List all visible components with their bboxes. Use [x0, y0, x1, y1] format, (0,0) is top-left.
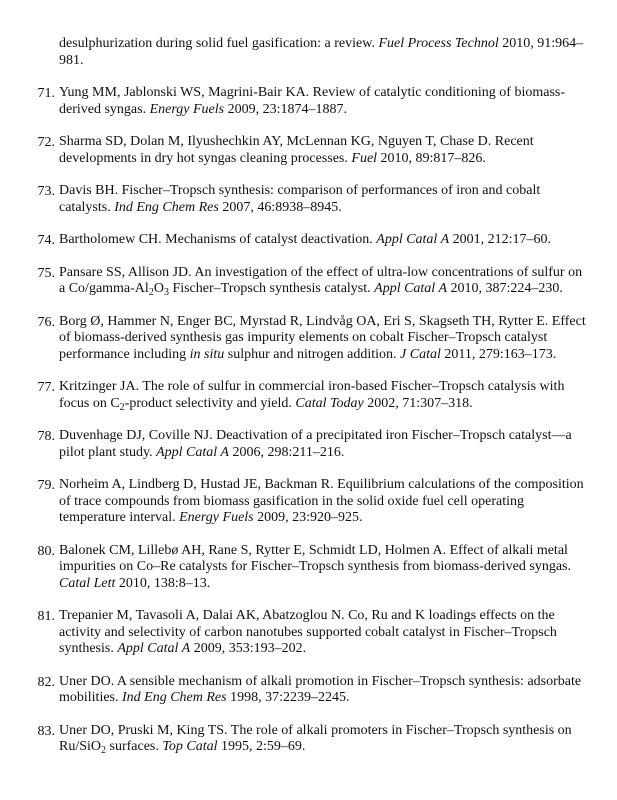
reference-text: Pansare SS, Allison JD. An investigation of the effect of ultra-low concentrations of sulfur on a $Co/gamma-Al_2O_3$ Fischer–Tropsch synthesis catalyst. Appl Catal A 2010, 387:224–230. [59, 264, 583, 298]
reference-text: Bartholomew CH. Mechanisms of catalyst deactivation. Appl Catal A 2001, 212:17–60. [59, 232, 552, 247]
reference-item [0, 36, 617, 69]
reference-number: 81. [37, 609, 55, 624]
reference-number: 83. [37, 723, 55, 739]
reference-text: Kritzinger JA. The role of sulfur in commercial iron-based Fischer–Tropsch catalysis with focus on $C_2$-product selectivity and yield. Catal Today 2002, 71:307–318. [59, 379, 565, 413]
reference-number: 82. [37, 674, 55, 690]
reference-item [0, 183, 617, 216]
reference-text: Borg Ø, Hammer N, Enger BC, Myrstad R, Lindvåg OA, Eri S, Skagseth TH, Rytter E. Effect of biomass-derived synthesis gas impurity elements on cobalt Fischer–Tropsch catalyst performance including in situ sulphur and nitrogen addition. J Catal 2011, 279:163–173. [59, 313, 586, 362]
reference-item [0, 265, 617, 298]
reference-number: 75. [37, 265, 55, 281]
reference-text: desulphurization during solid fuel gasification: a review. Fuel Process Technol 2010, 91:964–981. [59, 36, 584, 68]
reference-text: Uner DO, Pruski M, King TS. The role of alkali promoters in Fischer–Tropsch synthesis on Ru/SiO$_2$ surfaces. Top Catal 1995, 2:59–69. [59, 722, 572, 756]
reference-number: 78. [37, 429, 55, 444]
reference-number: 71. [37, 86, 55, 101]
reference-text: Sharma SD, Dolan M, Ilyushechkin AY, McLennan KG, Nguyen T, Chase D. Recent developments in dry hot syngas cleaning processes. Fuel 2010, 89:817–826. [59, 134, 534, 166]
reference-item [0, 314, 617, 364]
reference-text: Yung MM, Jablonski WS, Magrini-Bair KA. Review of catalytic conditioning of biomass-derived syngas. Energy Fuels 2009, 23:1874–1887. [59, 85, 566, 117]
reference-item [0, 85, 617, 118]
reference-number: 73. [37, 184, 55, 199]
reference-text: Balonek CM, Lillebø AH, Rane S, Rytter E, Schmidt LD, Holmen A. Effect of alkali metal impurities on Co–Re catalysts for Fischer–Tropsch synthesis from biomass-derived syngas. Catal Lett 2010, 138:8–13. [59, 542, 571, 591]
reference-list [0, 36, 617, 772]
reference-item [0, 723, 617, 756]
reference-item [0, 232, 617, 249]
reference-item [0, 608, 617, 658]
reference-text: Trepanier M, Tavasoli A, Dalai AK, Abatzoglou N. Co, Ru and K loadings effects on the activity and selectivity of carbon nanotubes supported cobalt catalyst in Fischer–Tropsch synthesis. Appl Catal A 2009, 353:193–202. [59, 608, 557, 656]
reference-text: Norheim A, Lindberg D, Hustad JE, Backman R. Equilibrium calculations of the composition of trace compounds from biomass gasification in the solid oxide fuel cell operating temperature interval. Energy Fuels 2009, 23:920–925. [59, 477, 584, 525]
reference-item [0, 477, 617, 527]
reference-number: 79. [37, 478, 55, 493]
reference-number: 77. [37, 380, 55, 395]
reference-number: 80. [37, 543, 55, 559]
reference-item [0, 134, 617, 167]
reference-number: 74. [37, 233, 55, 248]
reference-number: 76. [37, 314, 55, 330]
reference-item [0, 543, 617, 593]
reference-number: 72. [37, 135, 55, 150]
reference-item [0, 674, 617, 707]
reference-text: Duvenhage DJ, Coville NJ. Deactivation of a precipitated iron Fischer–Tropsch catalyst—a pilot plant study. Appl Catal A 2006, 298:211–216. [59, 428, 572, 460]
reference-item [0, 379, 617, 412]
reference-text: Davis BH. Fischer–Tropsch synthesis: comparison of performances of iron and cobalt catalysts. Ind Eng Chem Res 2007, 46:8938–8945. [59, 183, 541, 215]
reference-text: Uner DO. A sensible mechanism of alkali promotion in Fischer–Tropsch synthesis: adsorbate mobilities. Ind Eng Chem Res 1998, 37:2239–2245. [59, 673, 582, 705]
reference-item [0, 428, 617, 461]
